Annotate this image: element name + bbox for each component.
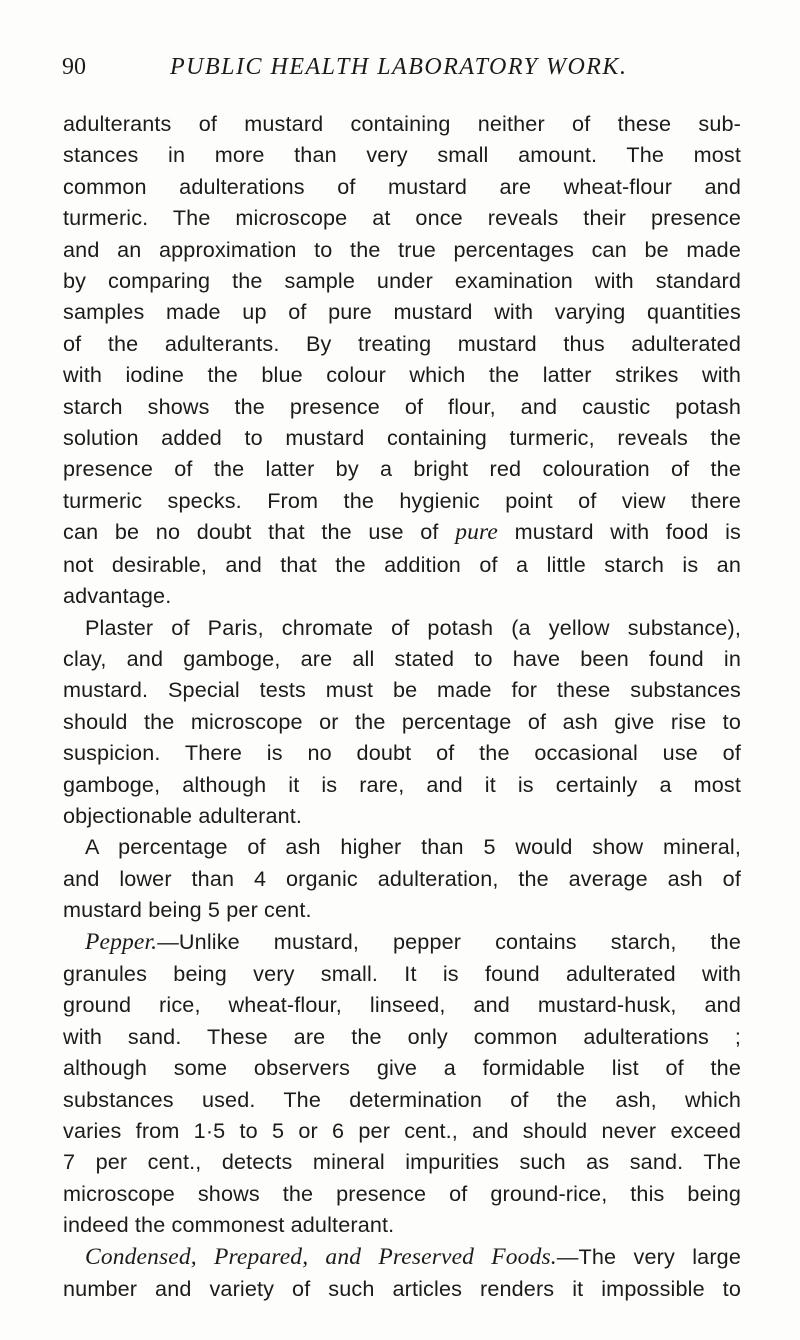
text-run: —The very large: [556, 1243, 741, 1269]
text-line: suspicion. There is no doubt of the occasional use of: [63, 740, 741, 766]
text-line: 7 per cent., detects mineral impurities such as sand. The: [63, 1149, 741, 1175]
text-line: starch shows the presence of flour, and caustic potash: [63, 393, 741, 419]
section-heading-preserved-foods: Condensed, Prepared, and Preserved Foods.: [85, 1243, 557, 1270]
text-run: —Unlike mustard, pepper contains starch, the: [157, 928, 741, 954]
text-line: turmeric. The microscope at once reveals their presence: [63, 205, 741, 231]
text-line: samples made up of pure mustard with varying quantities: [63, 299, 741, 325]
text-line: clay, and gamboge, are all stated to have been found in: [63, 645, 741, 671]
text-line: indeed the commonest adulterant.: [63, 1212, 395, 1238]
text-run: mustard with food is: [498, 519, 741, 545]
text-line: adulterants of mustard containing neither of these sub-: [63, 111, 741, 136]
text-line: substances used. The determination of the ash, which: [63, 1086, 741, 1112]
text-line: with sand. These are the only common adulterations ;: [63, 1023, 741, 1049]
text-line: advantage.: [63, 583, 172, 609]
text-line: [63, 516, 741, 548]
text-line: and lower than 4 organic adulteration, the average ash of: [63, 865, 741, 891]
running-head: PUBLIC HEALTH LABORATORY WORK.: [170, 54, 628, 80]
text-line: microscope shows the presence of ground-rice, this being: [63, 1180, 741, 1206]
text-line: solution added to mustard containing turmeric, reveals the: [63, 425, 741, 451]
section-heading-pepper: Pepper.: [85, 928, 158, 955]
text-line: number and variety of such articles renders it impossible to: [63, 1276, 741, 1302]
text-line: varies from 1·5 to 5 or 6 per cent., and should never exceed: [63, 1118, 741, 1143]
text-line: stances in more than very small amount. The most: [63, 142, 741, 168]
text-run: can be no doubt that the use of: [63, 519, 456, 545]
paragraph-first-line: [63, 926, 741, 958]
text-line: common adulterations of mustard are wheat-flour and: [63, 173, 741, 199]
text-line: granules being very small. It is found adulterated with: [63, 960, 741, 986]
text-line: not desirable, and that the addition of a little starch is an: [63, 551, 741, 577]
paragraph-first-line: [63, 1241, 741, 1273]
text-line: mustard. Special tests must be made for these substances: [63, 677, 741, 703]
text-line: ground rice, wheat-flour, linseed, and mustard-husk, and: [63, 992, 741, 1018]
text-line: gamboge, although it is rare, and it is certainly a most: [63, 771, 741, 797]
text-line: with iodine the blue colour which the latter strikes with: [63, 362, 741, 388]
text-line: turmeric specks. From the hygienic point of view there: [63, 487, 741, 513]
paragraph-first-line: Plaster of Paris, chromate of potash (a yellow substance),: [85, 614, 741, 640]
text-line: of the adulterants. By treating mustard thus adulterated: [63, 330, 741, 356]
page-number: 90: [62, 54, 86, 80]
text-line: although some observers give a formidable list of the: [63, 1055, 741, 1081]
text-line: objectionable adulterant.: [63, 802, 303, 828]
text-line: and an approximation to the true percentages can be made: [63, 236, 741, 262]
text-line: should the microscope or the percentage of ash give rise to: [63, 708, 741, 734]
text-line: by comparing the sample under examination with standard: [63, 268, 741, 294]
text-line: presence of the latter by a bright red colouration of the: [63, 456, 741, 482]
text-line: mustard being 5 per cent.: [63, 897, 312, 923]
italic-term-pure: pure: [455, 519, 498, 546]
body-text: [63, 108, 741, 1304]
paragraph-first-line: A percentage of ash higher than 5 would show mineral,: [85, 834, 741, 860]
page-header: [62, 54, 742, 94]
